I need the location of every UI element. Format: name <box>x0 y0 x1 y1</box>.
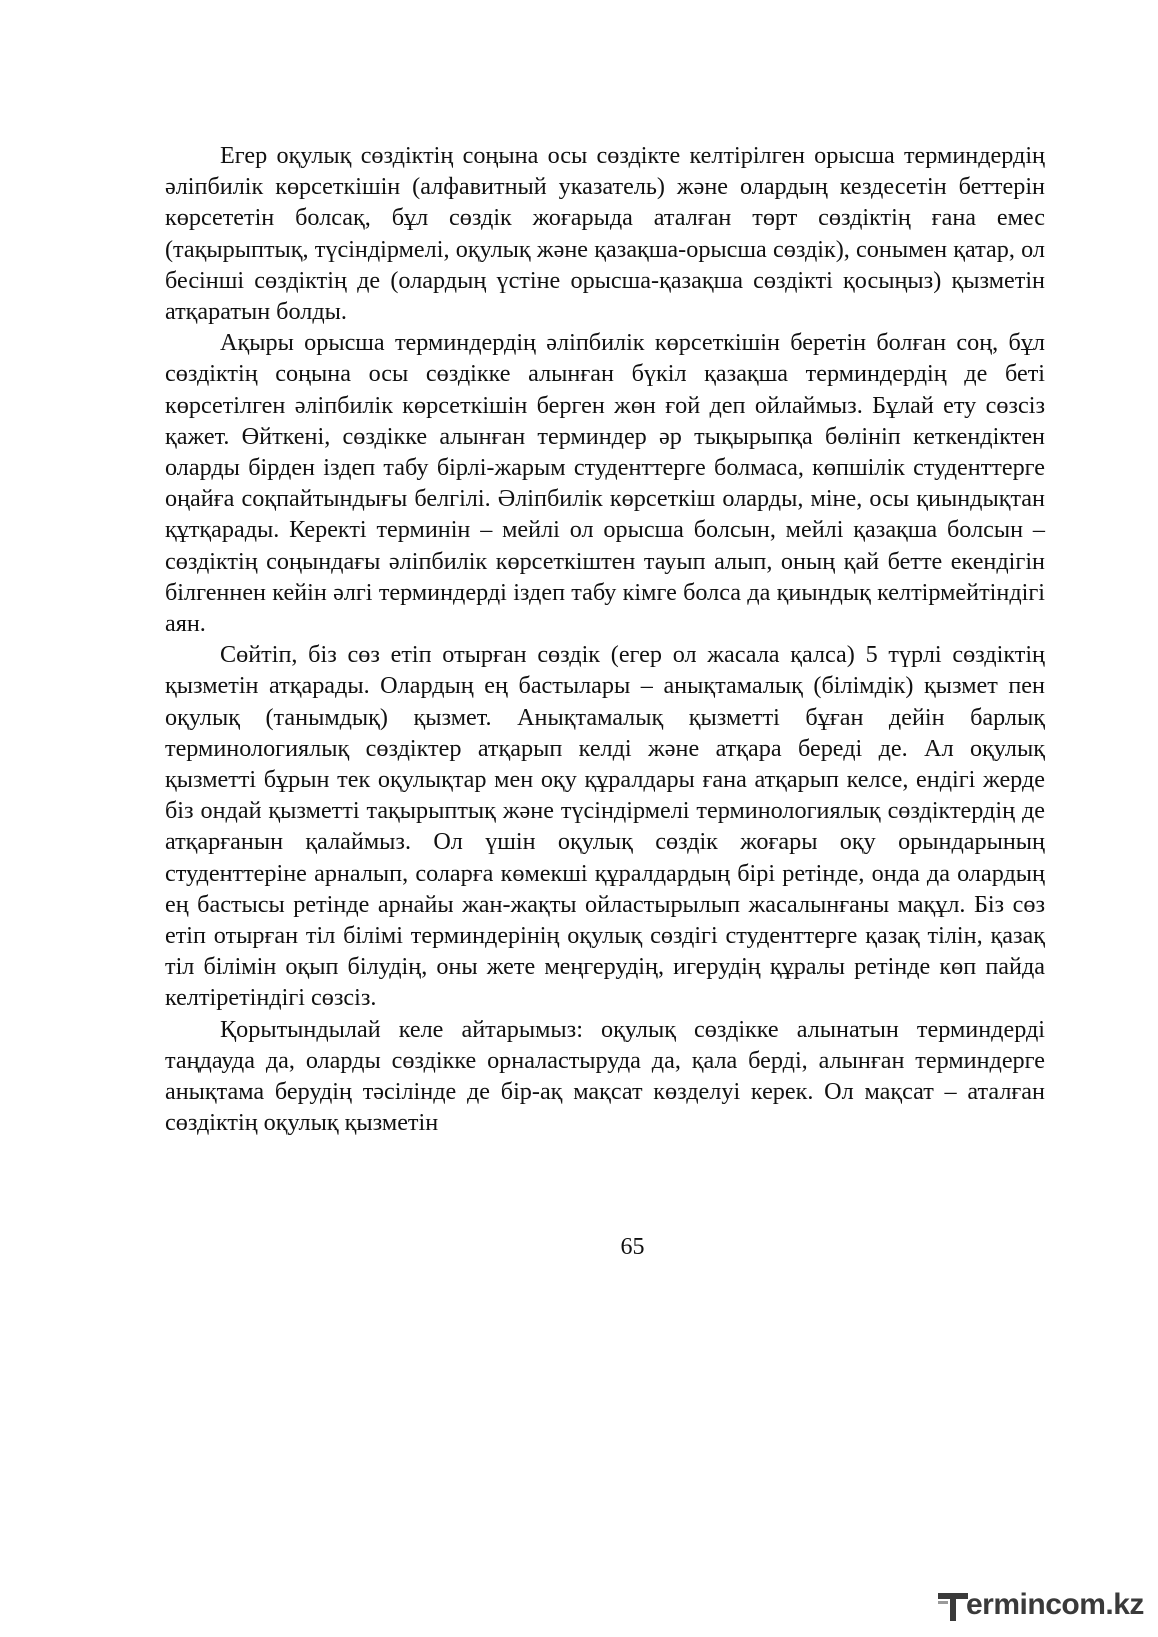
page-number: 65 <box>620 1234 645 1260</box>
body-text <box>165 140 1045 1139</box>
paragraph-3: Сөйтіп, біз сөз етіп отырған сөздік (егер ол жасала қалса) 5 түрлі сөздіктің қызметін атқарады. Олардың ең бастылары – анықтамалық (білімдік) қызмет пен оқулық (танымдық) қызмет. Анықтамалық қызметті бұған дейін барлық терминологиялық сөздіктер атқарып келді және атқара береді де. Ал оқулық қызметті бұрын тек оқулықтар мен оқу құралдары ғана атқарып келсе, ендігі жерде біз ондай қызметті тақырыптық және түсіндірмелі терминологиялық сөздіктердің де атқарғанын қалаймыз. Ол үшін оқулық сөздік жоғары оқу орындарының студенттеріне арналып, соларға көмекші құралдардың бірі ретінде, онда да олардың ең бастысы ретінде арнайы жан-жақты ойластырылып жасалынғаны мақұл. Біз сөз етіп отырған тіл білімі терминдерінің оқулық сөздігі студенттерге қазақ тілін, қазақ тіл білімін оқып білудің, оны жете меңгерудің, игерудің құралы ретінде көп пайда келтіретіндігі сөзсіз. <box>165 641 1045 1012</box>
watermark-text: ermincom.kz <box>966 1588 1144 1621</box>
termincom-logo-icon <box>936 1585 970 1625</box>
paragraph-1: Егер оқулық сөздіктің соңына осы сөздікте келтірілген орысша терминдердің әліпбилік көрсеткішін (алфавитный указатель) және олардың кездесетін беттерін көрсететін болсақ, бұл сөздік жоғарыда аталған төрт сөздіктің ғана емес (тақырыптық, түсіндірмелі, оқулық және қазақша-орысша сөздік), сонымен қатар, ол бесінші сөздіктің де (олардың үстіне орысша-қазақша сөздікті қосыңыз) қызметін атқаратын болды. <box>165 142 1045 326</box>
termincom-watermark <box>936 1585 1142 1625</box>
paragraph-4: Қорытындылай келе айтарымыз: оқулық сөздікке алынатын терминдерді таңдауда да, оларды сөздікке орналастыруда да, қала берді, алынған терминдерге анықтама берудің тәсілінде де бір-ақ мақсат көзделуі керек. Ол мақсат – аталған сөздіктің оқулық қызметін <box>165 1015 1045 1137</box>
paragraph-2: Ақыры орысша терминдердің әліпбилік көрсеткішін беретін болған соң, бұл сөздіктің соңына осы сөздікке алынған бүкіл қазақша терминдердің де беті көрсетілген әліпбилік көрсеткішін берген жөн ғой деп ойлаймыз. Бұлай ету сөзсіз қажет. Өйткені, сөздікке алынған терминдер әр тықырыпқа бөлініп кеткендіктен оларды бірден іздеп табу бірлі-жарым студенттерге болмаса, көпшілік студенттерге оңайға соқпайтындығы белгілі. Әліпбилік көрсеткіш оларды, міне, осы қиындықтан құтқарады. Керекті терминін – мейлі ол орысша болсын, мейлі қазақша болсын – сөздіктің соңындағы әліпбилік көрсеткіштен тауып алып, оның қай бетте екендігін білгеннен кейін әлгі терминдерді іздеп табу кімге болса да қиындық келтірмейтіндігі аян. <box>165 329 1045 638</box>
